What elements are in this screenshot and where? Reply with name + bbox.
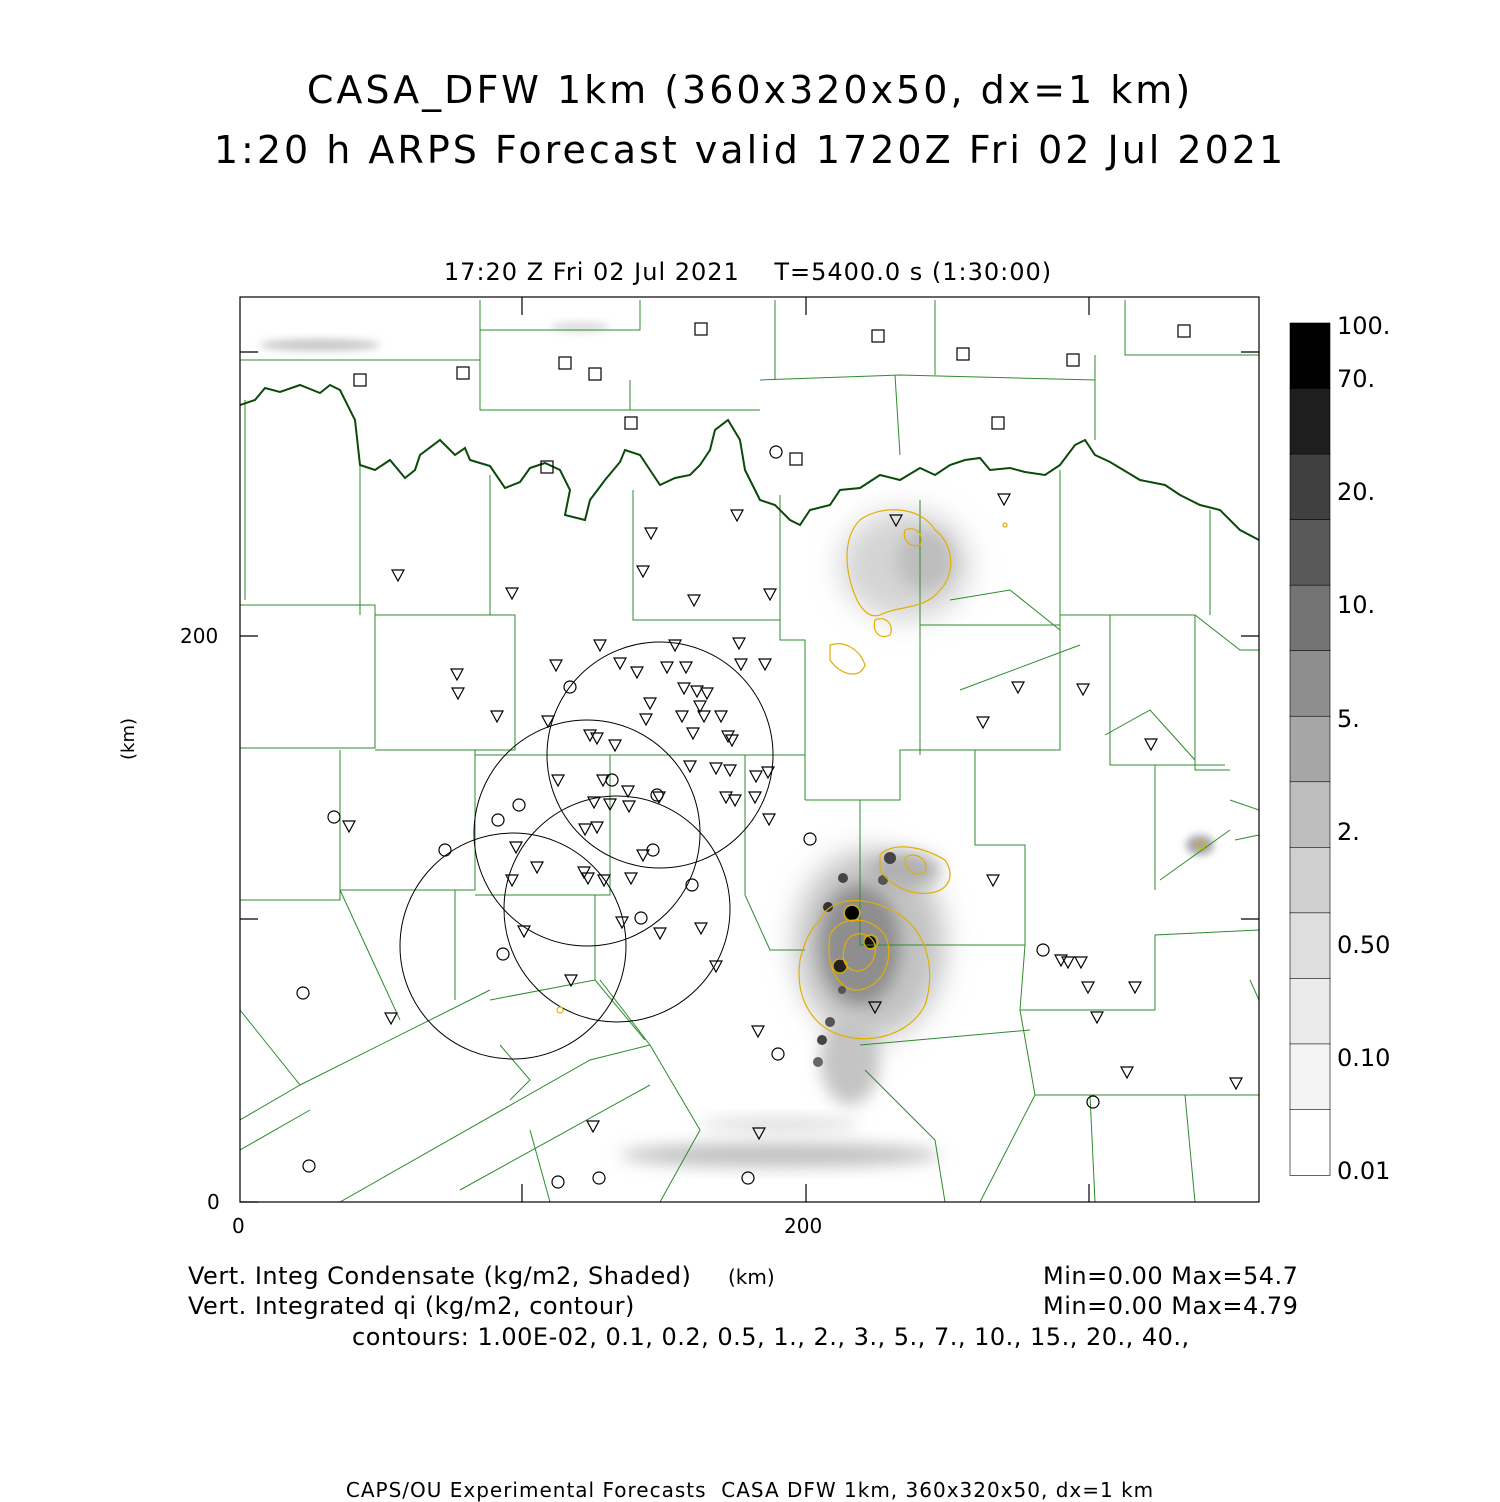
- colorbar-label: 70.: [1337, 365, 1376, 393]
- colorbar-swatch: [1290, 389, 1330, 455]
- colorbar: [1290, 323, 1330, 1176]
- colorbar-swatch: [1290, 520, 1330, 586]
- colorbar-swatch: [1290, 454, 1330, 520]
- y-axis-label: (km): [118, 717, 139, 760]
- x-tick-0: 0: [232, 1214, 245, 1238]
- colorbar-swatch: [1290, 913, 1330, 979]
- field1-range: Min=0.00 Max=54.7: [1043, 1262, 1299, 1290]
- colorbar-label: 0.01: [1337, 1157, 1391, 1185]
- colorbar-swatch: [1290, 716, 1330, 782]
- colorbar-label: 100.: [1337, 312, 1391, 340]
- x-axis-label: (km): [728, 1265, 775, 1289]
- colorbar-swatch: [1290, 1109, 1330, 1175]
- valid-time-label: 17:20 Z Fri 02 Jul 2021 T=5400.0 s (1:30:00): [443, 258, 1053, 286]
- colorbar-swatch: [1290, 978, 1330, 1044]
- field2-name: Vert. Integrated qi (kg/m2, contour): [188, 1292, 635, 1320]
- colorbar-swatch: [1290, 782, 1330, 848]
- y-tick-0: 0: [207, 1190, 220, 1214]
- x-tick-200: 200: [784, 1214, 823, 1238]
- colorbar-swatch: [1290, 323, 1330, 389]
- colorbar-label: 5.: [1337, 705, 1360, 733]
- colorbar-label: 2.: [1337, 818, 1360, 846]
- field1-name: Vert. Integ Condensate (kg/m2, Shaded): [188, 1262, 692, 1290]
- contour-levels: contours: 1.00E-02, 0.1, 0.2, 0.5, 1., 2., 3., 5., 7., 10., 15., 20., 40.,: [352, 1323, 1190, 1351]
- colorbar-swatch: [1290, 651, 1330, 717]
- colorbar-label: 0.10: [1337, 1044, 1391, 1072]
- colorbar-swatch: [1290, 585, 1330, 651]
- field2-range: Min=0.00 Max=4.79: [1043, 1292, 1299, 1320]
- plot-title-line2: 1:20 h ARPS Forecast valid 1720Z Fri 02 Jul 2021: [213, 128, 1287, 172]
- colorbar-swatch: [1290, 847, 1330, 913]
- credit-line: CAPS/OU Experimental Forecasts CASA DFW 1km, 360x320x50, dx=1 km: [345, 1478, 1155, 1502]
- y-tick-200: 200: [180, 624, 219, 648]
- colorbar-swatch: [1290, 1044, 1330, 1110]
- plot-title-line1: CASA_DFW 1km (360x320x50, dx=1 km): [306, 68, 1194, 112]
- colorbar-label: 10.: [1337, 591, 1376, 619]
- colorbar-label: 20.: [1337, 478, 1376, 506]
- colorbar-label: 0.50: [1337, 931, 1391, 959]
